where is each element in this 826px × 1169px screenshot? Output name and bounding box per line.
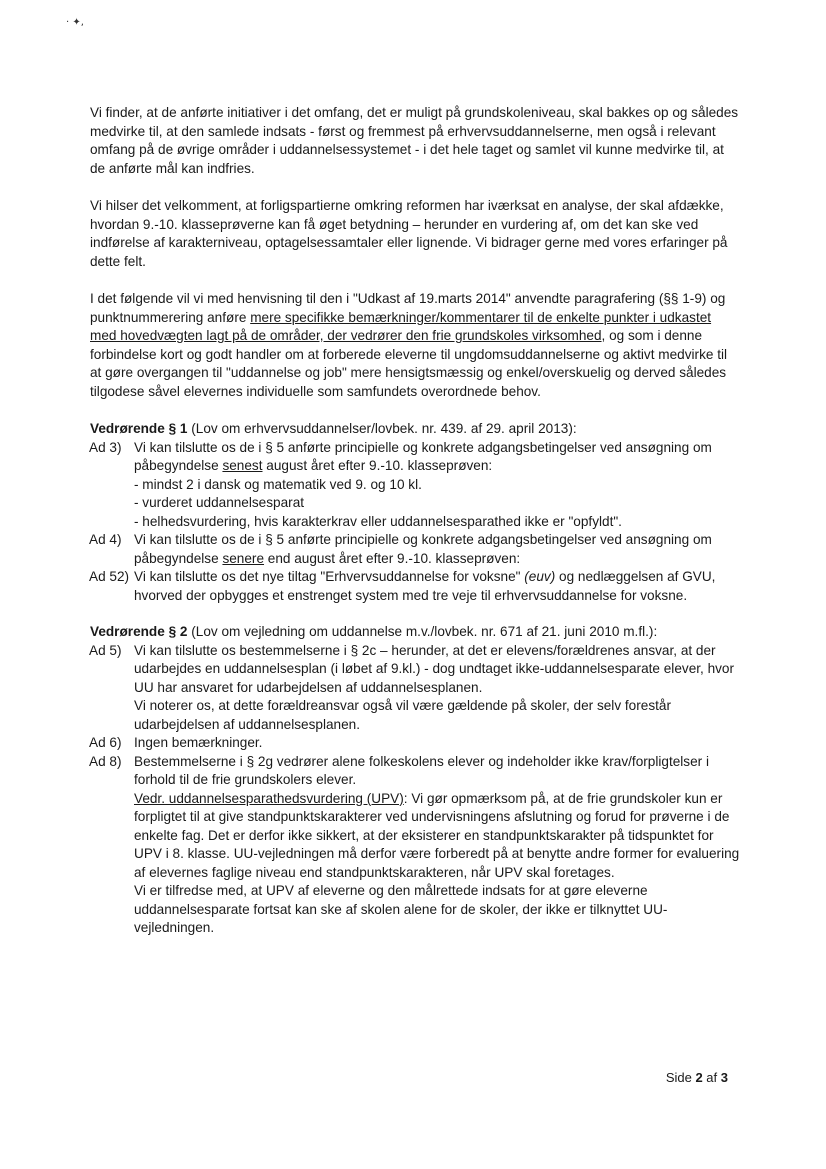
ad-text-post: end august året efter 9.-10. klasseprøven: (264, 550, 521, 566)
paragraph-3-pre: I det følgende vil vi med henvisning til den i "Udkast af 19.marts 2014" anvendte paragrafering (§§ 1-9) og punktnummerering anføre (90, 291, 726, 325)
ad-text-italic: (euv) (524, 569, 556, 584)
document-body (90, 104, 740, 938)
bullet-3: - helhedsvurdering, hvis karakterkrav eller uddannelsesparathed ikke er "opfyldt". (134, 513, 622, 529)
section-1-heading (90, 420, 740, 439)
ad-label: Ad 8) (89, 753, 122, 769)
ad-text-post: august året efter 9.-10. klasseprøven: (262, 458, 493, 473)
page-footer (666, 1069, 728, 1088)
section-2-rest: (Lov om vejledning om uddannelse m.v./lovbek. nr. 671 af 21. juni 2010 m.fl.): (187, 624, 658, 639)
section-2-ad-5 (90, 642, 740, 735)
paragraph-3-underlined: mere specifikke bemærkninger/kommentarer til de enkelte punkter i udkastet med hovedvægten lagt på de områder, der vedrører den frie grundskoles virksomhed (90, 309, 712, 343)
ad-text (134, 568, 740, 605)
ad-text-pre: Vi kan tilslutte os de i § 5 anførte principielle og konkrete adgangsbetingelser ved ansøgning om påbegyndelse (134, 439, 712, 473)
footer-mid: af (702, 1070, 721, 1085)
ad-text: Ingen bemærkninger. (134, 735, 263, 750)
ad-text-3: Vi er tilfredse med, at UPV af eleverne og den målrettede indsats for at gøre eleverne uddannelsesparate fortsat kan ske af skolen alene for de skoler, der ikke er tilknyttet UU-vejledningen. (134, 883, 668, 935)
ad-text-pre: Vi kan tilslutte os det nye tiltag "Erhvervsuddannelse for voksne" (134, 569, 525, 584)
upv-body: : Vi gør opmærksom på, at de frie grundskoler kun er forpligtet til at give standpunktskarakterer ved undervisningens afslutning og forud for prøverne i de enkelte fag. Det er derfor ikke sikkert, at der eksisterer en standpunktskarakter på tidspunktet for UPV i 8. klasse. UU-vejledningen må derfor være forberedt på at benytte andre former for evaluering af elevernes faglige niveau end standpunktskarakteren, når UPV skal foretages. (134, 790, 740, 880)
footer-total: 3 (720, 1070, 728, 1085)
ad-text: Vi kan tilslutte os bestemmelserne i § 2c – herunder, at det er elevens/forældrenes ansvar, at der udarbejdes en uddannelsesplan (i løbet af 9.kl.) - dog undtaget ikke-uddannelsesparate elever, hvor UU har ansvaret for udarbejdelsen af uddannelsesplanen. (134, 642, 735, 695)
ad-label: Ad 4) (89, 532, 122, 547)
ad-text-underlined: senest (222, 458, 263, 473)
ad-label: Ad 3) (89, 439, 122, 455)
section-1-ad-3 (90, 439, 740, 532)
section-2-bold: Vedrørende § 2 (90, 624, 188, 639)
footer-page: 2 (695, 1070, 703, 1085)
ad-text: Bestemmelserne i § 2g vedrører alene folkeskolens elever og indeholder ikke krav/forpligtelser i forhold til de frie grundskolers elever. (134, 753, 709, 787)
section-1-ad-4 (90, 531, 740, 568)
ad-text (134, 531, 740, 568)
ad-text-underlined: senere (222, 550, 265, 566)
paragraph-1: Vi finder, at de anførte initiativer i det omfang, det er muligt på grundskoleniveau, skal bakkes op og således medvirke til, at den samlede indsats - først og fremmest på erhvervsuddannelserne, men også i relevant omfang på de øvrige områder i uddannelsessystemet - i det hele taget og samlet vil kunne medvirke til, at de anførte mål kan indfries. (90, 105, 739, 176)
paragraph-3 (90, 290, 740, 401)
section-1-bold: Vedrørende § 1 (90, 421, 188, 436)
spacer (90, 605, 740, 623)
bullet-1: - mindst 2 i dansk og matematik ved 9. og 10 kl. (134, 476, 422, 492)
footer-prefix: Side (665, 1070, 696, 1085)
bullet-2: - vurderet uddannelsesparat (134, 495, 305, 510)
ad-label: Ad 6) (89, 735, 122, 750)
ad-label: Ad 5) (89, 642, 122, 658)
paragraph-3-post: , og som i denne forbindelse kort og godt handler om at forberede eleverne til ungdomsuddannelserne og aktivt medvirke til at gøre overgangen til "uddannelse og job" mere hensigtsmæssig og enkel/overskuelig og derved således tilgodese såvel elevernes individuelle som samfundets overordnede behov. (90, 328, 728, 399)
upv-text (134, 790, 740, 883)
scan-mark: · ✦, (66, 17, 84, 28)
upv-underlined: Vedr. uddannelsesparathedsvurdering (UPV) (134, 790, 404, 806)
ad-text-pre: Vi kan tilslutte os de i § 5 anførte principielle og konkrete adgangsbetingelser ved ansøgning om påbegyndelse (134, 532, 712, 566)
section-2-heading (90, 623, 740, 642)
ad-text-post: og nedlæggelsen af GVU, hvorved der opbygges et enstrenget system med tre veje til erhvervsuddannelse for voksne. (134, 569, 716, 603)
section-2-ad-8 (90, 753, 740, 938)
section-2-ad-6 (90, 734, 740, 753)
section-1-rest: (Lov om erhvervsuddannelser/lovbek. nr. 439. af 29. april 2013): (187, 421, 577, 436)
paragraph-2: Vi hilser det velkomment, at forligspartierne omkring reformen har iværksat en analyse, der skal afdække, hvordan 9.-10. klasseprøverne kan få øget betydning – herunder en vurdering af, om det kan ske ved indførelse af karakterniveau, optagelsessamtaler eller lignende. Vi bidrager gerne med vores erfaringer på dette felt. (90, 198, 728, 269)
ad-text (134, 439, 740, 476)
section-1-ad-52 (90, 568, 740, 605)
ad-text-2: Vi noterer os, at dette forældreansvar også vil være gældende på skoler, der selv forestår udarbejdelsen af uddannelsesplanen. (134, 698, 671, 732)
ad-label: Ad 52) (89, 569, 130, 584)
